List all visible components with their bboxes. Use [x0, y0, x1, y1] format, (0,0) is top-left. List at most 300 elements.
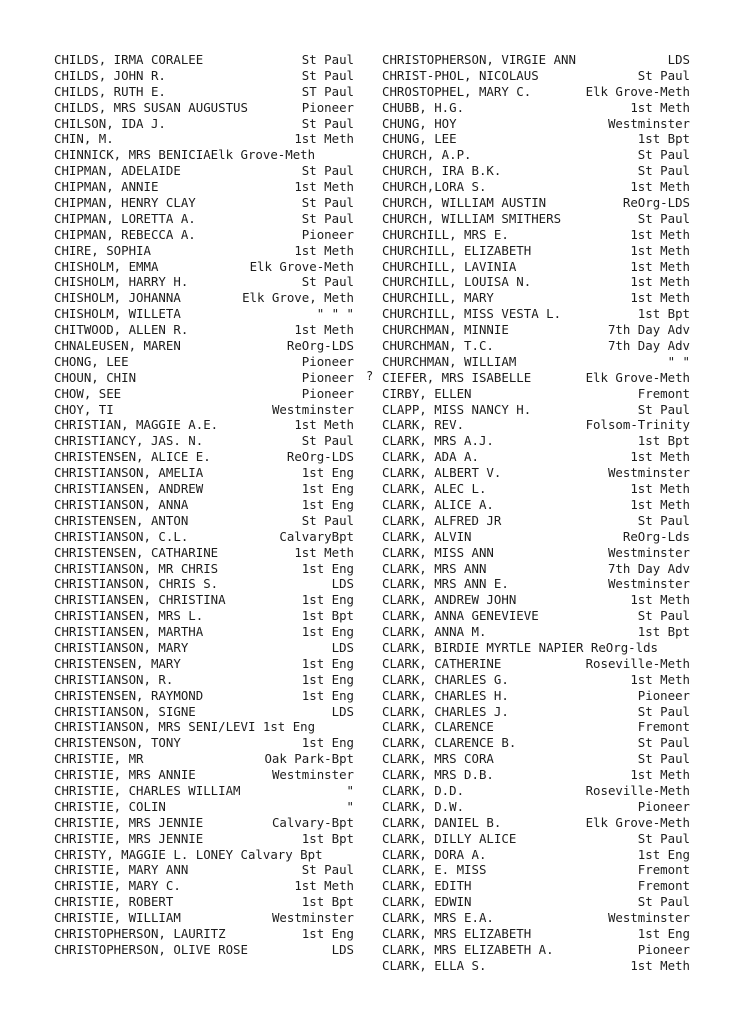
entry-church: 1st Eng [301, 465, 354, 481]
directory-entry [54, 417, 354, 433]
directory-entry [382, 831, 690, 847]
directory-entry [382, 942, 690, 958]
entry-church: 1st Eng [301, 671, 354, 687]
margin-question-mark: ? [366, 369, 374, 383]
entry-church: Calvary-Bpt [271, 814, 354, 830]
entry-church: 1st Eng [637, 846, 690, 862]
directory-entry [382, 243, 690, 259]
entry-name: CHRISTIE, MARY C. [54, 878, 181, 894]
directory-entry [382, 815, 690, 831]
entry-church: St Paul [637, 608, 690, 624]
entry-church: LDS [331, 639, 354, 655]
directory-entry [382, 322, 690, 338]
entry-name: CHITWOOD, ALLEN R. [54, 322, 189, 338]
entry-name: CHRISTIE, MARY ANN [54, 862, 189, 878]
directory-entry [54, 402, 354, 418]
directory-entry [54, 322, 354, 338]
directory-entry [382, 624, 690, 640]
entry-name: CLARK, CLARENCE B. [382, 735, 517, 751]
entry-church: St Paul [637, 735, 690, 751]
entry-name: CLARK, ADA A. [382, 449, 479, 465]
entry-name: CLARK, ALFRED JR [382, 512, 502, 528]
entry-church: 1st Meth [630, 290, 690, 306]
entry-church: 1st Meth [294, 179, 354, 195]
entry-name: CHRISTENSON, TONY [54, 735, 181, 751]
entry-church: Fremont [637, 719, 690, 735]
directory-entry [382, 640, 690, 656]
entry-name: CHIPMAN, REBECCA A. [54, 226, 196, 242]
entry-name: CLARK, MRS ELIZABETH [382, 925, 532, 941]
directory-entry [54, 608, 354, 624]
directory-entry [54, 290, 354, 306]
entry-name: CLARK, MISS ANN [382, 544, 494, 560]
directory-entry [54, 751, 354, 767]
entry-church: Pioneer [301, 385, 354, 401]
entry-church: Pioneer [637, 941, 690, 957]
entry-church: Westminster [271, 401, 354, 417]
directory-entry [382, 433, 690, 449]
entry-church: " " " [316, 306, 354, 322]
entry-name: CLARK, D.D. [382, 782, 465, 798]
directory-entry [382, 656, 690, 672]
entry-church: ReOrg-LDS [286, 338, 354, 354]
entry-church: 1st Meth [630, 481, 690, 497]
entry-church: St Paul [301, 67, 354, 83]
directory-entry [382, 958, 690, 974]
directory-entry [382, 147, 690, 163]
entry-church: 1st Meth [294, 544, 354, 560]
directory-entry [382, 688, 690, 704]
entry-name: CHILDS, IRMA CORALEE [54, 52, 204, 67]
entry-name: CLARK, ANNA M. [382, 624, 487, 640]
directory-entry [382, 306, 690, 322]
directory-entry [382, 417, 690, 433]
directory-entry [54, 847, 354, 863]
entry-name: CHRISTY, MAGGIE L. LONEY Calvary Bpt [54, 846, 323, 862]
entry-church: LDS [667, 52, 690, 67]
entry-church: Pioneer [637, 687, 690, 703]
directory-entry [382, 529, 690, 545]
directory-entry [54, 227, 354, 243]
directory-entry [382, 926, 690, 942]
directory-entry [54, 735, 354, 751]
directory-entry [382, 561, 690, 577]
directory-entry [382, 68, 690, 84]
directory-entry [54, 179, 354, 195]
entry-church: Elk Grove-Meth [585, 83, 690, 99]
entry-name: CLARK, ANDREW JOHN [382, 592, 517, 608]
entry-name: CHRISTIANSEN, CHRISTINA [54, 592, 226, 608]
entry-church: Pioneer [301, 226, 354, 242]
directory-entry [54, 704, 354, 720]
entry-name: CIEFER, MRS ISABELLE [382, 369, 532, 385]
directory-entry [54, 481, 354, 497]
entry-name: CHRISTIANSON, C.L. [54, 528, 189, 544]
directory-entry [54, 211, 354, 227]
entry-name: CHRISTIANSON, MARY [54, 639, 189, 655]
entry-church: Westminster [271, 910, 354, 926]
directory-entry [54, 862, 354, 878]
directory-entry [54, 386, 354, 402]
entry-church: St Paul [301, 862, 354, 878]
entry-name: CLAPP, MISS NANCY H. [382, 401, 532, 417]
entry-name: CHRISTIANSON, ANNA [54, 496, 189, 512]
directory-entry [382, 211, 690, 227]
directory-entry [54, 831, 354, 847]
entry-name: CLARK, EDWIN [382, 894, 472, 910]
entry-church: 1st Eng [301, 481, 354, 497]
entry-church: Fremont [637, 878, 690, 894]
entry-name: CHRISTIANSON, CHRIS S. [54, 576, 219, 592]
directory-entry [54, 910, 354, 926]
entry-church: 1st Eng [301, 687, 354, 703]
entry-name: CHRISTENSEN, ANTON [54, 512, 189, 528]
directory-entry [382, 386, 690, 402]
directory-entry [54, 640, 354, 656]
directory-entry [54, 243, 354, 259]
entry-name: CIRBY, ELLEN [382, 385, 472, 401]
entry-church: 1st Meth [630, 258, 690, 274]
directory-entry [382, 274, 690, 290]
entry-name: CHRISTIE, ROBERT [54, 894, 174, 910]
entry-church: 7th Day Adv [607, 322, 690, 338]
directory-entry [382, 259, 690, 275]
directory-entry [54, 354, 354, 370]
entry-church: 1st Meth [630, 496, 690, 512]
entry-name: CLARK, ALVIN [382, 528, 472, 544]
directory-entry [382, 878, 690, 894]
entry-name: CHRISTOPHERSON, VIRGIE ANN [382, 52, 576, 67]
entry-church: Pioneer [301, 369, 354, 385]
entry-name: CLARK, MRS ANN [382, 560, 487, 576]
entry-name: CHURCHMAN, T.C. [382, 338, 494, 354]
directory-entry [382, 116, 690, 132]
directory-entry [54, 68, 354, 84]
entry-church: 1st Meth [630, 274, 690, 290]
entry-name: CHRISTIANSEN, MARTHA [54, 624, 204, 640]
entry-name: CHIPMAN, LORETTA A. [54, 210, 196, 226]
entry-name: CHRISTIANSON, MRS SENI/LEVI 1st Eng [54, 719, 316, 735]
entry-name: CHILDS, RUTH E. [54, 83, 166, 99]
entry-name: CHRISTIE, WILLIAM [54, 910, 181, 926]
entry-name: CHRISTOPHERSON, OLIVE ROSE [54, 941, 248, 957]
entry-church: 1st Meth [630, 767, 690, 783]
entry-name: CHRISTENSEN, MARY [54, 655, 181, 671]
entry-name: CLARK, DANIEL B. [382, 814, 502, 830]
entry-church: 1st Eng [301, 592, 354, 608]
entry-name: CHISHOLM, EMMA [54, 258, 159, 274]
entry-church: Folsom-Trinity [585, 417, 690, 433]
entry-church: St Paul [637, 894, 690, 910]
directory-entry [382, 592, 690, 608]
entry-church: 7th Day Adv [607, 338, 690, 354]
entry-church: 1st Meth [294, 131, 354, 147]
entry-name: CHRISTENSEN, ALICE E. [54, 449, 211, 465]
directory-entry [382, 131, 690, 147]
directory-entry [54, 163, 354, 179]
entry-church: St Paul [637, 512, 690, 528]
directory-entry [382, 783, 690, 799]
entry-name: CHURCH, IRA B.K. [382, 163, 502, 179]
entry-name: CLARK, MRS A.J. [382, 433, 494, 449]
directory-entry [382, 402, 690, 418]
entry-church: ST Paul [301, 83, 354, 99]
directory-entry [382, 735, 690, 751]
entry-name: CLARK, MRS E.A. [382, 910, 494, 926]
entry-name: CLARK, DILLY ALICE [382, 830, 517, 846]
entry-church: Westminster [271, 767, 354, 783]
entry-name: CLARK, BIRDIE MYRTLE NAPIER ReOrg-lds [382, 639, 659, 655]
directory-entry [54, 815, 354, 831]
entry-church: 1st Bpt [637, 131, 690, 147]
directory-entry [54, 672, 354, 688]
entry-name: CLARK, ALBERT V. [382, 465, 502, 481]
entry-name: CHURCH, A.P. [382, 147, 472, 163]
directory-entry [54, 306, 354, 322]
entry-name: CHURCH,LORA S. [382, 179, 487, 195]
entry-name: CHRISTENSEN, RAYMOND [54, 687, 204, 703]
entry-church: 1st Meth [630, 242, 690, 258]
entry-name: CHOW, SEE [54, 385, 122, 401]
directory-entry [54, 767, 354, 783]
entry-church: 1st Meth [630, 449, 690, 465]
directory-entry [54, 624, 354, 640]
entry-name: CHIRE, SOPHIA [54, 242, 151, 258]
entry-name: CHONG, LEE [54, 353, 129, 369]
entry-church: Westminster [607, 465, 690, 481]
entry-church: LDS [331, 576, 354, 592]
entry-church: LDS [331, 941, 354, 957]
entry-name: CHRISTIANSON, AMELIA [54, 465, 204, 481]
entry-name: CHUBB, H.G. [382, 99, 465, 115]
entry-name: CHRISTIANSEN, ANDREW [54, 481, 204, 497]
directory-entry [54, 433, 354, 449]
entry-church: Elk Grove-Meth [249, 258, 354, 274]
entry-church: Westminster [607, 115, 690, 131]
entry-name: CHRISTIE, MRS JENNIE [54, 830, 204, 846]
entry-name: CHUNG, LEE [382, 131, 457, 147]
entry-church: Elk Grove-Meth [585, 814, 690, 830]
entry-church: " [346, 798, 354, 814]
directory-entry [382, 576, 690, 592]
entry-church: 1st Bpt [301, 608, 354, 624]
entry-church: CalvaryBpt [279, 528, 354, 544]
entry-name: CHRISTIE, MRS JENNIE [54, 814, 204, 830]
directory-entry [54, 513, 354, 529]
entry-name: CHINNICK, MRS BENICIAElk Grove-Meth [54, 147, 316, 163]
entry-name: CLARK, E. MISS [382, 862, 487, 878]
entry-church: St Paul [301, 433, 354, 449]
directory-entry [382, 370, 690, 386]
entry-church: St Paul [301, 512, 354, 528]
right-column [382, 52, 690, 974]
entry-name: CHIPMAN, ADELAIDE [54, 163, 181, 179]
entry-name: CHRISTIANSEN, MRS L. [54, 608, 204, 624]
entry-name: CHRISTIANSON, MR CHRIS [54, 560, 219, 576]
directory-entry [54, 147, 354, 163]
entry-church: 1st Bpt [301, 830, 354, 846]
directory-entry [382, 719, 690, 735]
entry-church: Westminster [607, 576, 690, 592]
entry-church: St Paul [301, 163, 354, 179]
entry-name: CLARK, MRS CORA [382, 751, 494, 767]
entry-name: CHIN, M. [54, 131, 114, 147]
entry-church: St Paul [301, 52, 354, 67]
directory-entry [54, 799, 354, 815]
entry-name: CHISHOLM, HARRY H. [54, 274, 189, 290]
entry-church: Pioneer [301, 353, 354, 369]
directory-entry [54, 592, 354, 608]
directory-entry [382, 290, 690, 306]
entry-church: 1st Bpt [637, 624, 690, 640]
directory-entry [382, 354, 690, 370]
directory-entry [382, 465, 690, 481]
entry-name: CHIPMAN, ANNIE [54, 179, 159, 195]
entry-name: CLARK, CHARLES G. [382, 671, 509, 687]
entry-name: CHRISTIANSON, SIGNE [54, 703, 196, 719]
directory-entry [54, 878, 354, 894]
entry-name: CHIPMAN, HENRY CLAY [54, 195, 196, 211]
directory-entry [54, 370, 354, 386]
entry-name: CHRISTENSEN, CATHARINE [54, 544, 219, 560]
entry-church: 1st Bpt [637, 433, 690, 449]
entry-name: CLARK, REV. [382, 417, 465, 433]
entry-church: St Paul [637, 401, 690, 417]
entry-name: CHRISTIE, MRS ANNIE [54, 767, 196, 783]
directory-entry [382, 894, 690, 910]
entry-name: CHURCH, WILLIAM AUSTIN [382, 195, 547, 211]
entry-church: St Paul [301, 115, 354, 131]
entry-church: Westminster [607, 544, 690, 560]
entry-name: CHISHOLM, WILLETA [54, 306, 181, 322]
entry-church: 1st Eng [637, 925, 690, 941]
entry-name: CHRISTIANSON, R. [54, 671, 174, 687]
entry-church: Pioneer [637, 798, 690, 814]
entry-name: CHUNG, HOY [382, 115, 457, 131]
entry-church: 1st Eng [301, 655, 354, 671]
entry-church: Fremont [637, 385, 690, 401]
entry-name: CHRISTIANCY, JAS. N. [54, 433, 204, 449]
entry-name: CLARK, MRS D.B. [382, 767, 494, 783]
directory-entry [382, 767, 690, 783]
directory-entry [54, 576, 354, 592]
directory-entry [54, 529, 354, 545]
directory-entry [382, 672, 690, 688]
entry-church: St Paul [301, 210, 354, 226]
entry-name: CHRISTIAN, MAGGIE A.E. [54, 417, 219, 433]
entry-name: CHURCHILL, MRS E. [382, 226, 509, 242]
entry-name: CLARK, EDITH [382, 878, 472, 894]
directory-entry [54, 116, 354, 132]
directory-entry [54, 688, 354, 704]
directory-entry [382, 52, 690, 68]
directory-entry [54, 100, 354, 116]
entry-church: Fremont [637, 862, 690, 878]
entry-church: 1st Meth [630, 179, 690, 195]
entry-name: CHNALEUSEN, MAREN [54, 338, 181, 354]
entry-church: 7th Day Adv [607, 560, 690, 576]
directory-entry [54, 497, 354, 513]
entry-church: ReOrg-Lds [622, 528, 690, 544]
entry-name: CHROSTOPHEL, MARY C. [382, 83, 532, 99]
directory-entry [54, 195, 354, 211]
entry-name: CLARK, MRS ELIZABETH A. [382, 941, 554, 957]
entry-church: Pioneer [301, 99, 354, 115]
entry-name: CLARK, ELLA S. [382, 957, 487, 973]
entry-name: CHRIST-PHOL, NICOLAUS [382, 67, 539, 83]
directory-entry [382, 163, 690, 179]
entry-church: 1st Bpt [301, 894, 354, 910]
entry-name: CHILSON, IDA J. [54, 115, 166, 131]
entry-name: CHURCHILL, MISS VESTA L. [382, 306, 562, 322]
directory-entry [382, 513, 690, 529]
entry-name: CHURCHMAN, WILLIAM [382, 353, 517, 369]
directory-entry [54, 274, 354, 290]
directory-entry [54, 942, 354, 958]
entry-name: CHILDS, JOHN R. [54, 67, 166, 83]
directory-entry [382, 545, 690, 561]
directory-entry [54, 338, 354, 354]
directory-entry [382, 751, 690, 767]
entry-church: 1st Meth [294, 322, 354, 338]
entry-name: CLARK, CHARLES H. [382, 687, 509, 703]
directory-entry [382, 227, 690, 243]
entry-church: 1st Eng [301, 925, 354, 941]
entry-name: CHRISTIE, COLIN [54, 798, 166, 814]
entry-name: CLARK, CATHERINE [382, 655, 502, 671]
entry-church: ReOrg-LDS [286, 449, 354, 465]
entry-church: 1st Meth [294, 878, 354, 894]
entry-church: 1st Meth [630, 99, 690, 115]
directory-entry [54, 719, 354, 735]
directory-entry [54, 52, 354, 68]
entry-church: 1st Eng [301, 624, 354, 640]
directory-entry [382, 100, 690, 116]
entry-name: CHRISTOPHERSON, LAURITZ [54, 925, 226, 941]
entry-church: 1st Meth [630, 957, 690, 973]
entry-name: CHISHOLM, JOHANNA [54, 290, 181, 306]
directory-entry [382, 338, 690, 354]
entry-church: 1st Bpt [637, 306, 690, 322]
entry-church: St Paul [637, 210, 690, 226]
entry-name: CLARK, ALICE A. [382, 496, 494, 512]
directory-entry [382, 497, 690, 513]
entry-church: " [346, 782, 354, 798]
entry-name: CHURCHILL, MARY [382, 290, 494, 306]
entry-name: CHRISTIE, CHARLES WILLIAM [54, 782, 241, 798]
directory-entry [382, 847, 690, 863]
entry-name: CHILDS, MRS SUSAN AUGUSTUS [54, 99, 248, 115]
directory-entry [382, 481, 690, 497]
entry-name: CLARK, D.W. [382, 798, 465, 814]
entry-church: 1st Meth [294, 242, 354, 258]
entry-name: CLARK, DORA A. [382, 846, 487, 862]
entry-church: Elk Grove, Meth [242, 290, 354, 306]
directory-entry [54, 545, 354, 561]
entry-name: CLARK, ALEC L. [382, 481, 487, 497]
entry-name: CLARK, CLARENCE [382, 719, 494, 735]
entry-church: Elk Grove-Meth [585, 369, 690, 385]
entry-name: CHURCHILL, LAVINIA [382, 258, 517, 274]
entry-name: CHURCH, WILLIAM SMITHERS [382, 210, 562, 226]
entry-church: St Paul [637, 147, 690, 163]
directory-entry [54, 259, 354, 275]
directory-entry [54, 449, 354, 465]
entry-church: 1st Meth [294, 417, 354, 433]
entry-church: 1st Eng [301, 735, 354, 751]
directory-entry [382, 862, 690, 878]
entry-church: 1st Eng [301, 496, 354, 512]
